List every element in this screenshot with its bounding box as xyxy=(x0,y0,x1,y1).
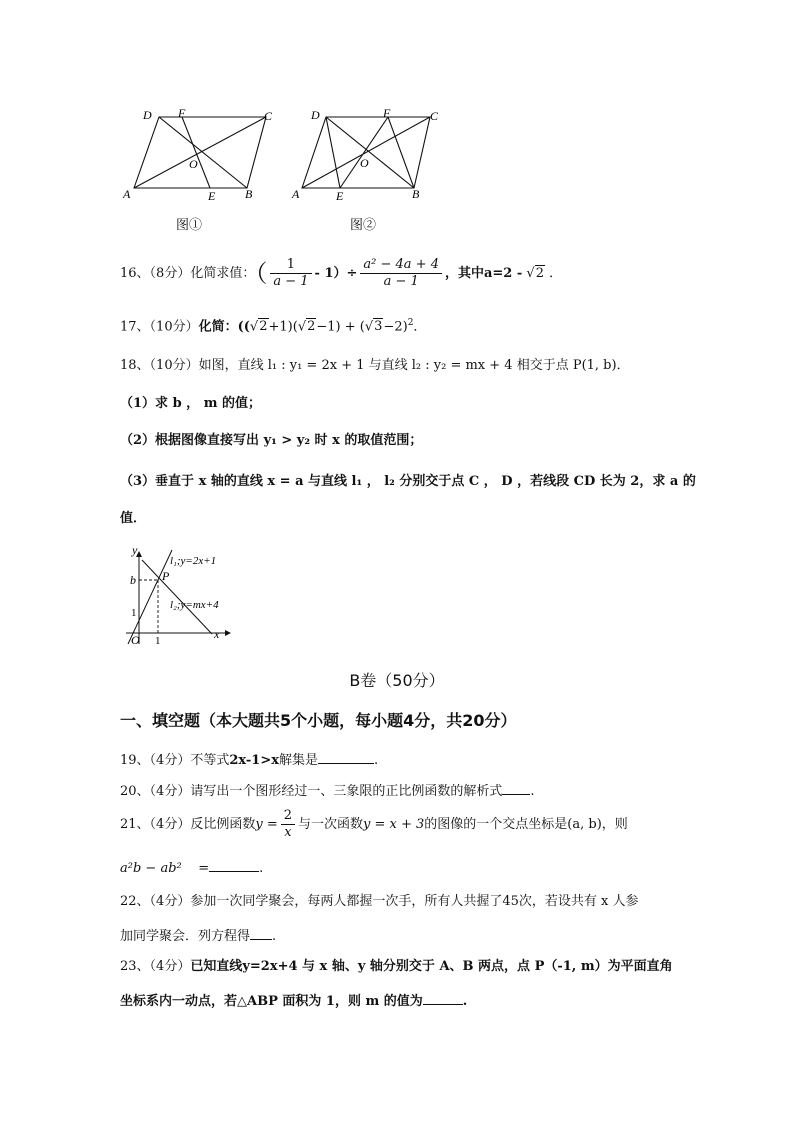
q22-answer-blank[interactable] xyxy=(250,926,272,940)
q21-frac-numerator: 2 xyxy=(281,808,295,825)
q20-end: . xyxy=(530,784,535,799)
q17-root-3: 3 xyxy=(374,319,383,335)
q17-root-1: 2 xyxy=(259,319,268,335)
line-l1 xyxy=(128,550,172,644)
l2-label: l₂;y=mx+4 xyxy=(170,599,219,611)
q21-text: 反比例函数 xyxy=(190,817,256,832)
question-16: 16、（8分）化简求值：（ $\frac{1}{a - 1}$ - 1）÷ $\frac{\text{a² − 4a + 4}}{a - 1}$ ，其中a=2 - √2 ． xyxy=(120,257,563,289)
figure-2-caption: 图② xyxy=(350,218,377,233)
q16-root: 2 xyxy=(535,266,544,281)
q23-end: . xyxy=(462,994,468,1009)
q17-end: ． xyxy=(413,319,427,335)
q17-exponent: 2 xyxy=(407,318,414,328)
q17-score: （10分） xyxy=(149,319,199,335)
figure-1-parallelogram xyxy=(120,106,280,204)
question-17: 17、（10分）化简：($(√2+1)(√2-1) + (√3-2)^2$． xyxy=(120,318,427,335)
q18-sub-3-line-2: 值． xyxy=(120,511,147,526)
label-a: A xyxy=(292,187,300,201)
question-18 xyxy=(120,357,630,375)
line-l2 xyxy=(142,560,212,634)
q23-line-1: 已知直线y=2x+4 与 x 轴、y 轴分别交于 A、B 两点，点 P（-1, m）为平面直角 xyxy=(190,959,673,974)
y-axis-label: y xyxy=(132,543,138,557)
q16-number: 16、 xyxy=(120,266,150,281)
q21-score: （4分） xyxy=(149,817,191,832)
q16-frac2-numerator: a² − 4a + 4 xyxy=(360,257,442,274)
q23-line-2-row xyxy=(120,991,467,1011)
label-b: B xyxy=(245,187,253,201)
point-p-label: P xyxy=(162,569,170,583)
q21-number: 21、 xyxy=(120,817,150,832)
q20-number: 20、 xyxy=(120,784,150,799)
q19-text: 不等式 xyxy=(190,753,230,768)
figure-2-parallelogram xyxy=(290,106,450,204)
question-19 xyxy=(120,750,378,770)
question-22 xyxy=(120,893,638,911)
q23-score: （4分） xyxy=(149,959,191,974)
q17-text: 化简： xyxy=(198,319,238,335)
diagonal-bd xyxy=(159,117,247,188)
q21-line-2 xyxy=(120,858,263,878)
q16-frac1-numerator: 1 xyxy=(270,257,311,274)
q16-text: 化简求值： xyxy=(190,266,256,281)
x-axis-label: x xyxy=(214,627,220,641)
q20-score: （4分） xyxy=(149,784,191,799)
q16-lparen: （ xyxy=(255,259,268,288)
q17-root-2: 2 xyxy=(307,319,316,335)
label-o: O xyxy=(189,157,198,171)
q22-line-2: 加同学聚会．列方程得 xyxy=(120,929,251,944)
q22-end: . xyxy=(272,929,277,944)
label-e: E xyxy=(336,189,344,203)
label-c: C xyxy=(264,109,273,123)
segment-ef xyxy=(182,117,210,188)
q17-number: 17、 xyxy=(120,319,150,335)
q20-text: 请写出一个图形经过一、三象限的正比例函数的解析式 xyxy=(190,784,503,799)
q16-fraction-2 xyxy=(360,257,442,290)
figure-1-caption: 图① xyxy=(176,218,203,233)
part-b-title: B卷（50分） xyxy=(349,671,445,690)
q23-answer-blank[interactable] xyxy=(423,991,463,1005)
q21-mid: 与一次函数 xyxy=(298,817,364,832)
label-f: F xyxy=(178,106,186,120)
q17-expr-d: −2) xyxy=(383,319,408,335)
q17-expr-c: −1) + ( xyxy=(316,319,365,335)
q16-score: （8分） xyxy=(149,266,191,281)
q19-number: 19、 xyxy=(120,753,150,768)
q16-fraction-1 xyxy=(270,257,311,290)
segment-de xyxy=(326,117,340,188)
q18-graph xyxy=(122,540,272,648)
diagonal-ac xyxy=(134,117,266,188)
y-one-label: 1 xyxy=(131,607,137,619)
q18-sub-3-line-1: （3）垂直于 x 轴的直线 x = a 与直线 l₁ ， l₂ 分别交于点 C ， D ，若线段 CD 长为 2，求 a 的 xyxy=(120,474,696,489)
q16-condition: ，其中a=2 - xyxy=(444,266,523,281)
segment-ef xyxy=(340,117,388,188)
question-21 xyxy=(120,808,628,841)
q21-end: . xyxy=(259,861,264,876)
question-23 xyxy=(120,958,673,976)
label-d: D xyxy=(143,108,152,122)
q19-score: （4分） xyxy=(149,753,191,768)
q21-linear-function: y = x + 3 xyxy=(363,817,425,832)
section-heading: 一、填空题（本大题共5个小题，每小题4分，共20分） xyxy=(120,711,517,730)
q17-expr-b: +1)( xyxy=(268,319,298,335)
x-one-label: 1 xyxy=(155,635,161,647)
q19-answer-blank[interactable] xyxy=(318,750,374,764)
q21-expression: a²b − ab² xyxy=(120,861,182,876)
q22-number: 22、 xyxy=(120,894,150,909)
q20-answer-blank[interactable] xyxy=(502,781,530,795)
label-d: D xyxy=(311,108,320,122)
label-a: A xyxy=(123,187,131,201)
q18-sub-1: （1）求 b ， m 的值； xyxy=(120,396,261,411)
q23-line-2: 坐标系内一动点，若△ABP 面积为 1，则 m 的值为 xyxy=(120,994,423,1009)
diagonal-ac xyxy=(302,117,430,188)
q16-frac2-denominator: a − 1 xyxy=(383,274,419,289)
q18-sub-2: （2）根据图像直接写出 y₁ > y₂ 时 x 的取值范围； xyxy=(120,433,423,448)
q21-equals: = xyxy=(198,861,210,876)
q21-answer-blank[interactable] xyxy=(209,858,259,872)
b-label: b xyxy=(130,573,136,587)
q23-number: 23、 xyxy=(120,959,150,974)
q22-score: （4分） xyxy=(149,894,191,909)
label-b: B xyxy=(412,187,420,201)
q19-expression: 2x-1>x xyxy=(229,753,279,768)
q18-text: 如图，直线 l₁ : y₁ = 2x + 1 与直线 l₂ : y₂ = mx + 4 相交于点 P(1, b)． xyxy=(198,358,630,373)
q21-frac-denominator: x xyxy=(284,825,292,840)
q16-minus-one: - 1）÷ xyxy=(314,266,358,281)
q22-line-2-row xyxy=(120,926,276,946)
q19-after: 解集是 xyxy=(279,753,319,768)
q21-after: 的图像的一个交点坐标是(a, b)，则 xyxy=(424,817,628,832)
label-c: C xyxy=(430,109,439,123)
origin-label: O xyxy=(131,633,140,647)
q16-end: ． xyxy=(549,266,563,281)
label-e: E xyxy=(208,189,216,203)
q17-expr-a: (( xyxy=(237,319,250,335)
q16-frac1-denominator: a − 1 xyxy=(273,274,309,289)
q18-number: 18、 xyxy=(120,358,150,373)
label-f: F xyxy=(383,106,391,120)
label-o: O xyxy=(360,156,369,170)
l1-label: l₁;y=2x+1 xyxy=(170,555,217,567)
q22-line-1: 参加一次同学聚会，每两人都握一次手，所有人共握了45次，若设共有 x 人参 xyxy=(190,894,639,909)
question-20 xyxy=(120,781,534,801)
q18-score: （10分） xyxy=(149,358,199,373)
q21-y-equals: y = xyxy=(255,817,278,832)
q19-end: . xyxy=(374,753,379,768)
q21-fraction xyxy=(281,808,295,841)
